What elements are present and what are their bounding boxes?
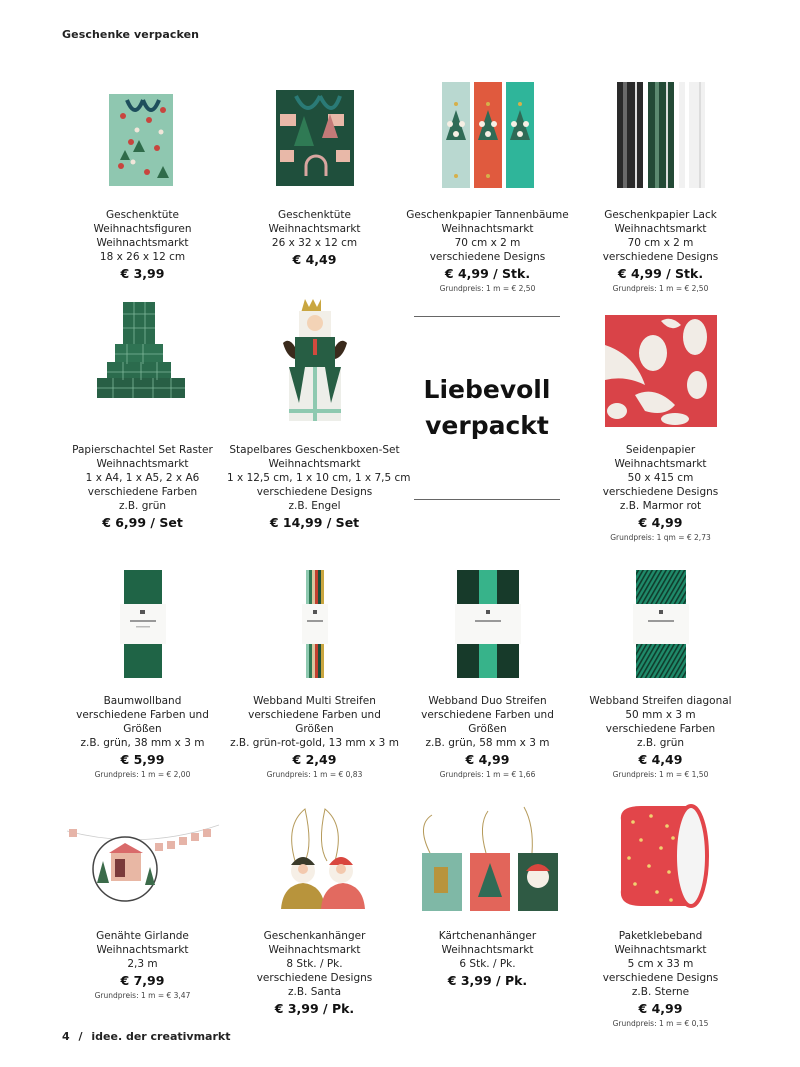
product-cotton-ribbon[interactable] xyxy=(55,570,230,779)
product-price: € 4,99 xyxy=(638,515,683,530)
product-paper-box-set[interactable] xyxy=(55,300,230,530)
product-price: € 4,49 xyxy=(292,252,337,267)
product-name: Genähte Girlande xyxy=(96,930,189,942)
garland-image xyxy=(63,805,223,905)
base-price: Grundpreis: 1 m = € 2,50 xyxy=(439,284,536,293)
product-gift-bag-market[interactable] xyxy=(227,80,402,267)
product-detail: Weihnachtsmarkt xyxy=(268,458,361,470)
product-name: Webband Duo Streifen xyxy=(428,695,547,707)
product-detail: verschiedene Designs xyxy=(602,972,719,984)
product-detail: Größen xyxy=(468,723,507,735)
feature-heading-line2: verpackt xyxy=(425,411,549,440)
feature-heading-line1: Liebevoll xyxy=(423,375,551,404)
feature-heading-block xyxy=(414,316,560,500)
gift-tags-santa-image xyxy=(265,805,365,915)
product-detail: Weihnachtsmarkt xyxy=(268,944,361,956)
product-detail: Weihnachtsmarkt xyxy=(96,237,189,249)
product-name: Webband Multi Streifen xyxy=(253,695,376,707)
product-detail: Größen xyxy=(295,723,334,735)
product-example: z.B. grün xyxy=(636,737,685,749)
gift-bag-figures-image xyxy=(103,80,183,190)
product-detail: Weihnachtsmarkt xyxy=(441,944,534,956)
product-size: 2,3 m xyxy=(127,958,158,970)
product-detail: verschiedene Farben und xyxy=(248,709,381,721)
product-price: € 6,99 / Set xyxy=(102,515,183,530)
page-footer xyxy=(62,1030,230,1043)
product-ribbon-duo-stripes[interactable] xyxy=(400,570,575,779)
page-number: 4 xyxy=(62,1030,70,1043)
base-price: Grundpreis: 1 qm = € 2,73 xyxy=(610,533,711,542)
product-name: Baumwollband xyxy=(103,695,182,707)
product-detail: Weihnachtsmarkt xyxy=(614,944,707,956)
product-example: z.B. Engel xyxy=(288,500,341,512)
product-name: Stapelbares Geschenkboxen-Set xyxy=(229,444,400,456)
product-example: z.B. Marmor rot xyxy=(619,500,702,512)
product-price: € 4,99 / Stk. xyxy=(444,266,531,281)
base-price: Grundpreis: 1 m = € 0,83 xyxy=(266,770,363,779)
product-detail: verschiedene Designs xyxy=(602,486,719,498)
card-tags-image xyxy=(408,805,568,915)
product-example: z.B. grün, 58 mm x 3 m xyxy=(425,737,550,749)
product-detail: verschiedene Designs xyxy=(429,251,546,263)
product-detail: Weihnachtsfiguren xyxy=(93,223,192,235)
product-size: 70 cm x 2 m xyxy=(627,237,694,249)
product-name: Geschenkpapier Tannenbäume xyxy=(406,209,569,221)
product-ribbon-multi-stripes[interactable] xyxy=(227,570,402,779)
wrapping-paper-lacquer-image xyxy=(615,80,707,190)
product-wrapping-paper-lacquer[interactable] xyxy=(573,80,748,293)
product-price: € 4,99 xyxy=(638,1001,683,1016)
section-title: Geschenke verpacken xyxy=(62,28,200,41)
product-card-tags[interactable] xyxy=(400,805,575,988)
packing-tape-image xyxy=(611,800,711,912)
product-garland[interactable] xyxy=(55,805,230,1000)
publication-name: idee. der creativmarkt xyxy=(91,1030,231,1043)
product-packing-tape[interactable] xyxy=(573,800,748,1028)
product-name: Geschenktüte xyxy=(277,209,352,221)
product-detail: Weihnachtsmarkt xyxy=(614,223,707,235)
product-detail: Weihnachtsmarkt xyxy=(268,223,361,235)
product-size: 6 Stk. / Pk. xyxy=(459,958,516,970)
product-tissue-paper[interactable] xyxy=(573,315,748,542)
product-size: 50 mm x 3 m xyxy=(625,709,696,721)
product-price: € 7,99 xyxy=(120,973,165,988)
product-gift-tags-santa[interactable] xyxy=(227,805,402,1016)
product-detail: verschiedene Farben und xyxy=(421,709,554,721)
product-size: 26 x 32 x 12 cm xyxy=(271,237,358,249)
ribbon-multi-stripes-image xyxy=(300,570,330,678)
product-name: Webband Streifen diagonal xyxy=(589,695,732,707)
wrapping-paper-trees-image xyxy=(440,80,536,190)
product-name: Geschenkanhänger xyxy=(263,930,366,942)
tissue-paper-image xyxy=(605,315,717,427)
product-gift-bag-figures[interactable] xyxy=(55,80,230,281)
paper-box-set-image xyxy=(93,300,193,400)
product-example: z.B. Santa xyxy=(287,986,342,998)
footer-separator: / xyxy=(78,1030,83,1043)
product-detail: verschiedene Designs xyxy=(256,486,373,498)
product-detail: Weihnachtsmarkt xyxy=(441,223,534,235)
product-price: € 3,99 / Pk. xyxy=(447,973,528,988)
product-size: 18 x 26 x 12 cm xyxy=(99,251,186,263)
product-name: Papierschachtel Set Raster xyxy=(72,444,213,456)
base-price: Grundpreis: 1 m = € 1,66 xyxy=(439,770,536,779)
product-detail: Weihnachtsmarkt xyxy=(96,944,189,956)
product-name: Geschenkpapier Lack xyxy=(604,209,717,221)
base-price: Grundpreis: 1 m = € 0,15 xyxy=(612,1019,709,1028)
product-size: 5 cm x 33 m xyxy=(627,958,694,970)
product-price: € 5,99 xyxy=(120,752,165,767)
product-detail: verschiedene Farben xyxy=(605,723,716,735)
stackable-boxes-image xyxy=(275,297,355,425)
product-detail: verschiedene Designs xyxy=(256,972,373,984)
product-detail: verschiedene Designs xyxy=(602,251,719,263)
product-price: € 4,49 xyxy=(638,752,683,767)
product-detail: verschiedene Farben und xyxy=(76,709,209,721)
product-price: € 3,99 xyxy=(120,266,165,281)
base-price: Grundpreis: 1 m = € 1,50 xyxy=(612,770,709,779)
ribbon-diagonal-image xyxy=(633,570,689,678)
base-price: Grundpreis: 1 m = € 2,50 xyxy=(612,284,709,293)
cotton-ribbon-image xyxy=(120,570,166,678)
product-wrapping-paper-trees[interactable] xyxy=(400,80,575,293)
gift-bag-market-image xyxy=(270,80,360,190)
product-price: € 3,99 / Pk. xyxy=(274,1001,355,1016)
product-detail: Größen xyxy=(123,723,162,735)
product-price: € 14,99 / Set xyxy=(269,515,360,530)
product-price: € 2,49 xyxy=(292,752,337,767)
base-price: Grundpreis: 1 m = € 3,47 xyxy=(94,991,191,1000)
product-size: 70 cm x 2 m xyxy=(454,237,521,249)
product-example: z.B. Sterne xyxy=(631,986,690,998)
ribbon-duo-stripes-image xyxy=(455,570,521,678)
product-example: z.B. grün, 38 mm x 3 m xyxy=(80,737,205,749)
product-ribbon-diagonal[interactable] xyxy=(573,570,748,779)
product-price: € 4,99 / Stk. xyxy=(617,266,704,281)
product-detail: Weihnachtsmarkt xyxy=(96,458,189,470)
product-stackable-boxes[interactable] xyxy=(227,297,411,530)
product-size: 1 x A4, 1 x A5, 2 x A6 xyxy=(85,472,200,484)
product-size: 8 Stk. / Pk. xyxy=(286,958,343,970)
product-size: 50 x 415 cm xyxy=(627,472,694,484)
product-price: € 4,99 xyxy=(465,752,510,767)
product-size: 1 x 12,5 cm, 1 x 10 cm, 1 x 7,5 cm xyxy=(227,472,411,484)
base-price: Grundpreis: 1 m = € 2,00 xyxy=(94,770,191,779)
product-name: Seidenpapier xyxy=(625,444,696,456)
product-detail: verschiedene Farben xyxy=(87,486,198,498)
product-name: Kärtchenanhänger xyxy=(438,930,537,942)
product-example: z.B. grün-rot-gold, 13 mm x 3 m xyxy=(230,737,399,749)
product-detail: Weihnachtsmarkt xyxy=(614,458,707,470)
product-name: Geschenktüte xyxy=(105,209,180,221)
product-name: Paketklebeband xyxy=(618,930,703,942)
product-example: z.B. grün xyxy=(118,500,167,512)
